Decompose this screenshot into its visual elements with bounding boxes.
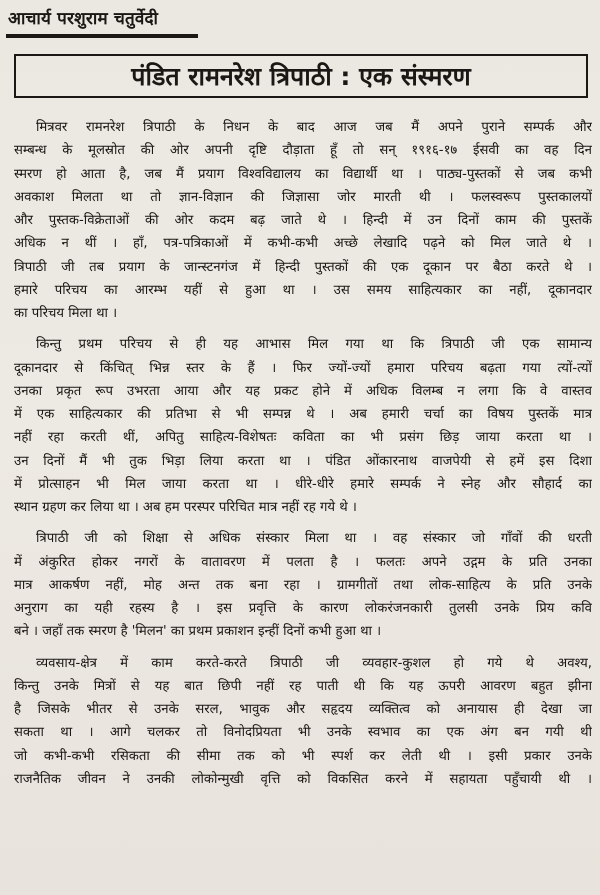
text-line: उनका प्रकृत रूप उभरता आया और यह प्रकट होने में अधिक विलम्ब न लगा कि वे वास्तव — [14, 383, 592, 399]
text-line: का परिचय मिला था । — [14, 306, 118, 321]
text-line: किन्तु उनके मित्रों से यह बात छिपी नहीं रह पाती थी कि यह ऊपरी आवरण बहुत झीना — [14, 678, 592, 694]
text-line: राजनैतिक जीवन ने उनकी लोकोन्मुखी वृत्ति को विकसित करने में सहायता पहुँचायी थी । — [14, 771, 592, 787]
text-line: बने । जहाँ तक स्मरण है 'मिलन' का प्रथम प्रकाशन इन्हीं दिनों कभी हुआ था । — [14, 624, 382, 640]
text-line: और पुस्तक-विक्रेताओं की ओर कदम बढ़ जाते थे । हिन्दी में उन दिनों काम की पुस्तकें — [14, 213, 592, 228]
text-line: उन दिनों मैं भी तुक भिड़ा लिया करता था । पंडित ओंकारनाथ वाजपेयी से हमें इस दिशा — [14, 453, 592, 469]
text-line: मित्रवर रामनरेश त्रिपाठी के निधन के बाद आज जब मैं अपने पुराने सम्पर्क और — [36, 120, 592, 135]
text-line: मात्र आकर्षण नहीं, मोह अन्त तक बना रहा । ग्रामगीतों तथा लोक-साहित्य के प्रति उनके — [14, 577, 592, 593]
text-line: अधिक न थीं । हाँ, पत्र-पत्रिकाओं में कभी-कभी अच्छे लेखादि पढ़ने को मिल जाते थे । — [14, 236, 592, 252]
article-body — [14, 116, 592, 791]
text-line: त्रिपाठी जी को शिक्षा से अधिक संस्कार मिला था । वह संस्कार जो गाँवों की धरती — [36, 531, 592, 547]
text-line: त्रिपाठी जी तब प्रयाग के जान्स्टनगंज में हिन्दी पुस्तकों की एक दूकान पर बैठा करते थे । — [14, 259, 592, 275]
text-line: सकता था । आगे चलकर तो विनोदप्रियता भी उनके स्वभाव का एक अंग बन गयी थी — [14, 725, 592, 741]
text-line: व्यवसाय-क्षेत्र में काम करते-करते त्रिपाठी जी व्यवहार-कुशल हो गये थे अवश्य, — [36, 655, 592, 671]
title-box — [14, 54, 588, 98]
text-line: है जिसके भीतर से उनके सरल, भावुक और सहृदय व्यक्तित्व को अनायास ही देखा जा — [14, 702, 592, 717]
paragraph-3 — [14, 527, 592, 643]
paragraph-2 — [14, 333, 592, 519]
text-line: हमारे परिचय का आरम्भ यहीं से हुआ था । उस समय साहित्यकार का नहीं, दूकानदार — [14, 282, 592, 298]
text-line: स्मरण हो आता है, जब मैं प्रयाग विश्वविद्यालय का विद्यार्थी था । पाठ्य-पुस्तकों से जब कभी — [14, 166, 592, 182]
text-line: किन्तु प्रथम परिचय से ही यह आभास मिल गया था कि त्रिपाठी जी एक सामान्य — [36, 337, 592, 353]
text-line: नहीं रहा करती थीं, अपितु साहित्य-विशेषतः कविता का भी प्रसंग छिड़ जाया करता था । — [14, 430, 592, 446]
text-line: में प्रोत्साहन भी मिल जाया करता था । धीरे-धीरे हमारे सम्पर्क ने स्नेह और सौहार्द का — [14, 476, 592, 492]
text-line: अवकाश मिलता था तो ज्ञान-विज्ञान की जिज्ञासा जोर मारती थी । फलस्वरूप पुस्तकालयों — [14, 189, 592, 205]
text-line: में एक साहित्यकार की प्रतिभा से भी सम्पन्न थे । अब हमारी चर्चा का विषय पुस्तकें मात्र — [14, 407, 592, 422]
page-title: पंडित रामनरेश त्रिपाठी : एक संस्मरण — [131, 62, 471, 91]
text-line: स्थान ग्रहण कर लिया था । अब हम परस्पर परिचित मात्र नहीं रह गये थे । — [14, 500, 357, 515]
author-underline — [6, 34, 198, 38]
text-line: दूकानदार से किंचित् भिन्न स्तर के हैं । फिर ज्यों-ज्यों हमारा परिचय बढ़ता गया त्यों-त्यों — [14, 360, 592, 376]
text-line: में अंकुरित होकर नगरों के वातावरण में पलता है । फलतः अपने उद्गम के प्रति उनका — [14, 554, 592, 570]
paragraph-1 — [14, 116, 592, 325]
author-name: आचार्य परशुराम चतुर्वेदी — [8, 9, 159, 29]
text-line: अनुराग का यही रहस्य है । इस प्रवृत्ति के कारण लोकरंजनकारी तुलसी उनके प्रिय कवि — [14, 601, 592, 616]
text-line: सम्बन्ध के मूलस्रोत की ओर अपनी दृष्टि दौड़ाता हूँ तो सन् १९१६-१७ ईसवी का वह दिन — [14, 143, 592, 159]
paragraph-4 — [14, 652, 592, 792]
text-line: जो कभी-कभी रसिकता की सीमा तक को भी स्पर्श कर लेती थी । इसी प्रकार उनके — [14, 748, 592, 764]
